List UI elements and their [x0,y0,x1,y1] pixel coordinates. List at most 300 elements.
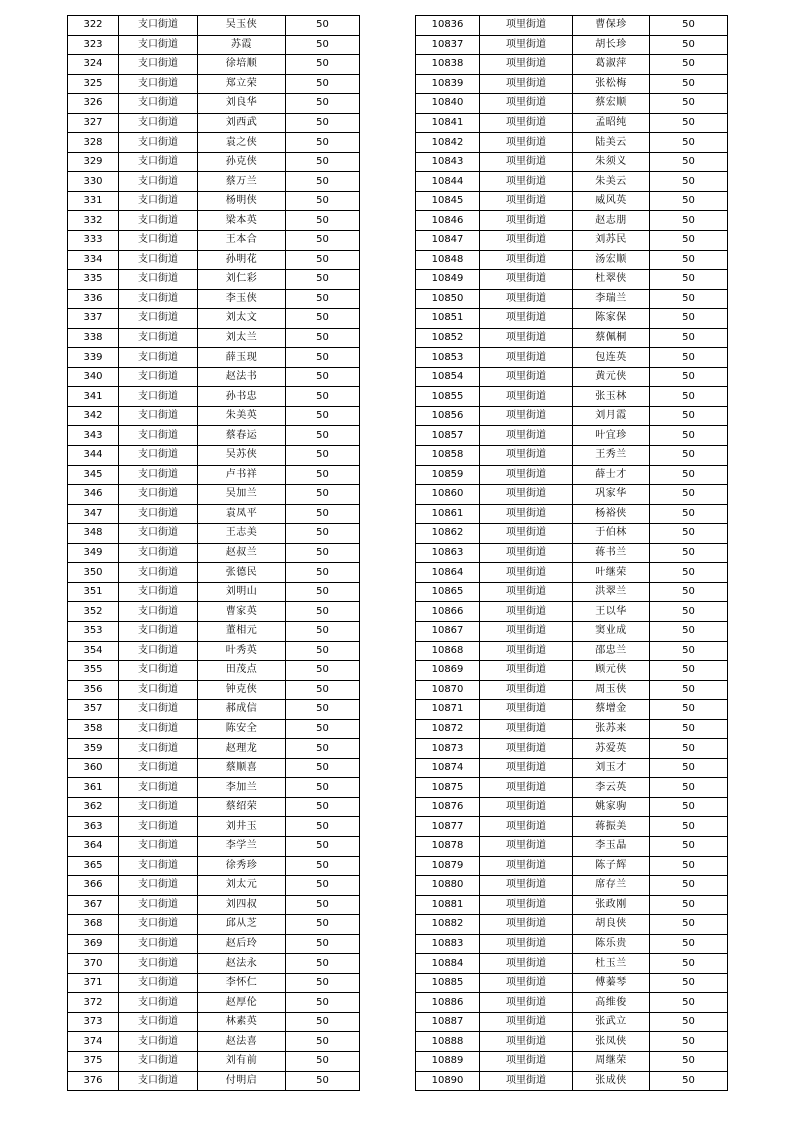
serial-number-cell: 339 [68,348,119,368]
name-cell: 李怀仁 [198,973,286,993]
amount-cell: 50 [286,543,360,563]
serial-number-cell: 333 [68,231,119,251]
amount-cell: 50 [650,426,728,446]
district-cell: 支口街道 [119,94,198,114]
name-cell: 赵志朋 [573,211,650,231]
table-row [68,172,360,192]
name-cell: 蒋书兰 [573,543,650,563]
district-cell: 项里街道 [480,543,573,563]
name-cell: 刘玉才 [573,758,650,778]
serial-number-cell: 322 [68,16,119,36]
serial-number-cell: 10889 [416,1051,480,1071]
name-cell: 蔡顺喜 [198,758,286,778]
serial-number-cell: 347 [68,504,119,524]
serial-number-cell: 10890 [416,1071,480,1091]
district-cell: 项里街道 [480,367,573,387]
district-cell: 支口街道 [119,582,198,602]
amount-cell: 50 [286,524,360,544]
district-cell: 项里街道 [480,16,573,36]
name-cell: 陈乐贵 [573,934,650,954]
name-cell: 巩家华 [573,485,650,505]
district-cell: 项里街道 [480,641,573,661]
amount-cell: 50 [650,35,728,55]
name-cell: 汤宏顺 [573,250,650,270]
table-row [416,641,728,661]
serial-number-cell: 10884 [416,954,480,974]
serial-number-cell: 366 [68,876,119,896]
name-cell: 邱从芝 [198,915,286,935]
table-row [68,16,360,36]
table-row [68,1051,360,1071]
amount-cell: 50 [650,993,728,1013]
serial-number-cell: 10867 [416,621,480,641]
name-cell: 付明启 [198,1071,286,1091]
serial-number-cell: 360 [68,758,119,778]
district-cell: 支口街道 [119,719,198,739]
amount-cell: 50 [650,621,728,641]
name-cell: 刘四叔 [198,895,286,915]
name-cell: 孙克侠 [198,152,286,172]
table-row [416,543,728,563]
district-cell: 支口街道 [119,680,198,700]
amount-cell: 50 [650,113,728,133]
district-cell: 支口街道 [119,797,198,817]
table-row [68,602,360,622]
serial-number-cell: 10871 [416,700,480,720]
name-cell: 赵理龙 [198,739,286,759]
name-cell: 徐培顺 [198,55,286,75]
table-row [416,758,728,778]
district-cell: 支口街道 [119,758,198,778]
district-cell: 支口街道 [119,993,198,1013]
serial-number-cell: 329 [68,152,119,172]
serial-number-cell: 10844 [416,172,480,192]
district-cell: 支口街道 [119,895,198,915]
serial-number-cell: 10882 [416,915,480,935]
table-row [416,856,728,876]
serial-number-cell: 10866 [416,602,480,622]
district-cell: 项里街道 [480,191,573,211]
district-cell: 支口街道 [119,954,198,974]
name-cell: 李玉晶 [573,836,650,856]
table-row [416,797,728,817]
amount-cell: 50 [286,1032,360,1052]
district-cell: 项里街道 [480,700,573,720]
amount-cell: 50 [650,661,728,681]
amount-cell: 50 [286,250,360,270]
name-cell: 曹保珍 [573,16,650,36]
table-row [68,231,360,251]
name-cell: 赵后玲 [198,934,286,954]
district-cell: 项里街道 [480,719,573,739]
serial-number-cell: 355 [68,661,119,681]
name-cell: 威风英 [573,191,650,211]
serial-number-cell: 372 [68,993,119,1013]
table-row [68,543,360,563]
table-row [416,191,728,211]
name-cell: 郑立荣 [198,74,286,94]
district-cell: 支口街道 [119,563,198,583]
district-cell: 支口街道 [119,270,198,290]
name-cell: 陆美云 [573,133,650,153]
table-row [68,133,360,153]
amount-cell: 50 [286,797,360,817]
table-row [416,778,728,798]
amount-cell: 50 [286,621,360,641]
table-row [416,582,728,602]
amount-cell: 50 [286,309,360,329]
district-cell: 项里街道 [480,328,573,348]
serial-number-cell: 10881 [416,895,480,915]
name-cell: 张成侠 [573,1071,650,1091]
district-cell: 项里街道 [480,817,573,837]
serial-number-cell: 356 [68,680,119,700]
district-cell: 支口街道 [119,836,198,856]
serial-number-cell: 10862 [416,524,480,544]
amount-cell: 50 [650,55,728,75]
table-row [416,94,728,114]
district-cell: 支口街道 [119,465,198,485]
name-cell: 卢书祥 [198,465,286,485]
table-row [68,465,360,485]
name-cell: 周玉侠 [573,680,650,700]
amount-cell: 50 [286,661,360,681]
district-cell: 支口街道 [119,778,198,798]
amount-cell: 50 [286,915,360,935]
table-row [68,1012,360,1032]
table-row [68,993,360,1013]
amount-cell: 50 [286,367,360,387]
amount-cell: 50 [650,1032,728,1052]
amount-cell: 50 [650,191,728,211]
name-cell: 李玉侠 [198,289,286,309]
name-cell: 邵忠兰 [573,641,650,661]
amount-cell: 50 [286,1051,360,1071]
serial-number-cell: 325 [68,74,119,94]
amount-cell: 50 [650,954,728,974]
table-row [68,1032,360,1052]
amount-cell: 50 [650,856,728,876]
district-cell: 项里街道 [480,582,573,602]
district-cell: 支口街道 [119,250,198,270]
name-cell: 王本合 [198,231,286,251]
table-row [416,133,728,153]
district-cell: 支口街道 [119,191,198,211]
serial-number-cell: 358 [68,719,119,739]
table-row [416,700,728,720]
serial-number-cell: 326 [68,94,119,114]
district-cell: 项里街道 [480,309,573,329]
serial-number-cell: 352 [68,602,119,622]
amount-cell: 50 [650,211,728,231]
table-row [416,113,728,133]
name-cell: 徐秀珍 [198,856,286,876]
serial-number-cell: 363 [68,817,119,837]
left-roster-body [68,16,360,1091]
name-cell: 曹家英 [198,602,286,622]
amount-cell: 50 [286,719,360,739]
name-cell: 杜玉兰 [573,954,650,974]
serial-number-cell: 367 [68,895,119,915]
name-cell: 蔡宏顺 [573,94,650,114]
district-cell: 支口街道 [119,1032,198,1052]
district-cell: 支口街道 [119,602,198,622]
amount-cell: 50 [286,191,360,211]
district-cell: 项里街道 [480,133,573,153]
name-cell: 周继荣 [573,1051,650,1071]
amount-cell: 50 [286,289,360,309]
table-row [416,602,728,622]
district-cell: 项里街道 [480,973,573,993]
name-cell: 孟昭纯 [573,113,650,133]
serial-number-cell: 343 [68,426,119,446]
table-row [416,406,728,426]
district-cell: 项里街道 [480,602,573,622]
table-row [68,641,360,661]
amount-cell: 50 [286,504,360,524]
district-cell: 项里街道 [480,270,573,290]
name-cell: 陈子辉 [573,856,650,876]
amount-cell: 50 [286,16,360,36]
name-cell: 孙书忠 [198,387,286,407]
district-cell: 支口街道 [119,543,198,563]
serial-number-cell: 10869 [416,661,480,681]
amount-cell: 50 [286,778,360,798]
name-cell: 刘仁彩 [198,270,286,290]
district-cell: 支口街道 [119,485,198,505]
district-cell: 支口街道 [119,504,198,524]
district-cell: 项里街道 [480,934,573,954]
name-cell: 薛玉现 [198,348,286,368]
table-row [68,876,360,896]
table-row [416,661,728,681]
serial-number-cell: 10875 [416,778,480,798]
name-cell: 刘太元 [198,876,286,896]
serial-number-cell: 10858 [416,446,480,466]
serial-number-cell: 353 [68,621,119,641]
name-cell: 刘井玉 [198,817,286,837]
name-cell: 胡长珍 [573,35,650,55]
amount-cell: 50 [650,465,728,485]
table-row [416,74,728,94]
district-cell: 项里街道 [480,172,573,192]
name-cell: 袁之侠 [198,133,286,153]
name-cell: 杜翠侠 [573,270,650,290]
amount-cell: 50 [650,582,728,602]
serial-number-cell: 10856 [416,406,480,426]
amount-cell: 50 [650,895,728,915]
amount-cell: 50 [650,1071,728,1091]
table-row [68,719,360,739]
table-row [68,387,360,407]
name-cell: 吴加兰 [198,485,286,505]
district-cell: 支口街道 [119,16,198,36]
amount-cell: 50 [650,641,728,661]
name-cell: 姚家驹 [573,797,650,817]
district-cell: 支口街道 [119,231,198,251]
right-roster-body [416,16,728,1091]
serial-number-cell: 10863 [416,543,480,563]
name-cell: 王志美 [198,524,286,544]
amount-cell: 50 [650,133,728,153]
table-row [416,621,728,641]
serial-number-cell: 10861 [416,504,480,524]
table-row [68,836,360,856]
amount-cell: 50 [650,778,728,798]
serial-number-cell: 10888 [416,1032,480,1052]
serial-number-cell: 364 [68,836,119,856]
district-cell: 项里街道 [480,35,573,55]
serial-number-cell: 336 [68,289,119,309]
table-row [68,426,360,446]
amount-cell: 50 [286,152,360,172]
district-cell: 支口街道 [119,641,198,661]
table-row [68,621,360,641]
serial-number-cell: 10886 [416,993,480,1013]
table-row [68,113,360,133]
district-cell: 项里街道 [480,211,573,231]
name-cell: 张政刚 [573,895,650,915]
district-cell: 支口街道 [119,661,198,681]
district-cell: 支口街道 [119,309,198,329]
table-row [68,309,360,329]
district-cell: 项里街道 [480,485,573,505]
serial-number-cell: 10872 [416,719,480,739]
serial-number-cell: 373 [68,1012,119,1032]
table-row [68,191,360,211]
amount-cell: 50 [650,152,728,172]
table-row [68,250,360,270]
table-row [416,895,728,915]
district-cell: 项里街道 [480,348,573,368]
name-cell: 李学兰 [198,836,286,856]
name-cell: 张德民 [198,563,286,583]
table-row [68,954,360,974]
table-row [68,94,360,114]
serial-number-cell: 10873 [416,739,480,759]
name-cell: 袁凤平 [198,504,286,524]
name-cell: 张松梅 [573,74,650,94]
serial-number-cell: 324 [68,55,119,75]
amount-cell: 50 [286,35,360,55]
serial-number-cell: 344 [68,446,119,466]
table-row [416,367,728,387]
district-cell: 支口街道 [119,856,198,876]
table-row [68,700,360,720]
name-cell: 叶秀英 [198,641,286,661]
table-row [68,778,360,798]
amount-cell: 50 [286,895,360,915]
table-row [68,915,360,935]
amount-cell: 50 [286,113,360,133]
amount-cell: 50 [650,367,728,387]
amount-cell: 50 [286,973,360,993]
amount-cell: 50 [286,954,360,974]
name-cell: 刘西武 [198,113,286,133]
table-row [68,895,360,915]
amount-cell: 50 [286,817,360,837]
name-cell: 张武立 [573,1012,650,1032]
amount-cell: 50 [650,387,728,407]
amount-cell: 50 [650,406,728,426]
amount-cell: 50 [286,934,360,954]
amount-cell: 50 [650,172,728,192]
serial-number-cell: 332 [68,211,119,231]
name-cell: 张苏来 [573,719,650,739]
amount-cell: 50 [286,641,360,661]
serial-number-cell: 10849 [416,270,480,290]
name-cell: 叶继荣 [573,563,650,583]
amount-cell: 50 [650,719,728,739]
name-cell: 朱美英 [198,406,286,426]
serial-number-cell: 10845 [416,191,480,211]
district-cell: 项里街道 [480,797,573,817]
district-cell: 支口街道 [119,1071,198,1091]
amount-cell: 50 [650,973,728,993]
district-cell: 项里街道 [480,94,573,114]
name-cell: 刘太文 [198,309,286,329]
table-row [68,973,360,993]
table-row [68,563,360,583]
table-row [68,582,360,602]
serial-number-cell: 330 [68,172,119,192]
serial-number-cell: 370 [68,954,119,974]
table-row [416,348,728,368]
table-row [416,993,728,1013]
table-row [68,1071,360,1091]
table-row [416,211,728,231]
name-cell: 刘有前 [198,1051,286,1071]
table-row [68,55,360,75]
district-cell: 支口街道 [119,700,198,720]
amount-cell: 50 [650,524,728,544]
name-cell: 叶宜珍 [573,426,650,446]
district-cell: 项里街道 [480,680,573,700]
amount-cell: 50 [650,1012,728,1032]
serial-number-cell: 345 [68,465,119,485]
table-row [416,289,728,309]
table-row [416,719,728,739]
name-cell: 李加兰 [198,778,286,798]
table-row [416,172,728,192]
table-row [68,328,360,348]
table-row [68,211,360,231]
name-cell: 刘明山 [198,582,286,602]
name-cell: 高维俊 [573,993,650,1013]
district-cell: 项里街道 [480,524,573,544]
district-cell: 支口街道 [119,1012,198,1032]
serial-number-cell: 10864 [416,563,480,583]
table-row [68,152,360,172]
name-cell: 刘太兰 [198,328,286,348]
table-row [416,465,728,485]
table-row [68,446,360,466]
amount-cell: 50 [650,309,728,329]
amount-cell: 50 [286,700,360,720]
serial-number-cell: 10837 [416,35,480,55]
district-cell: 项里街道 [480,993,573,1013]
district-cell: 支口街道 [119,426,198,446]
serial-number-cell: 10855 [416,387,480,407]
serial-number-cell: 10842 [416,133,480,153]
district-cell: 支口街道 [119,35,198,55]
name-cell: 蒋振美 [573,817,650,837]
table-row [68,661,360,681]
name-cell: 杨明侠 [198,191,286,211]
amount-cell: 50 [286,876,360,896]
serial-number-cell: 10857 [416,426,480,446]
serial-number-cell: 362 [68,797,119,817]
